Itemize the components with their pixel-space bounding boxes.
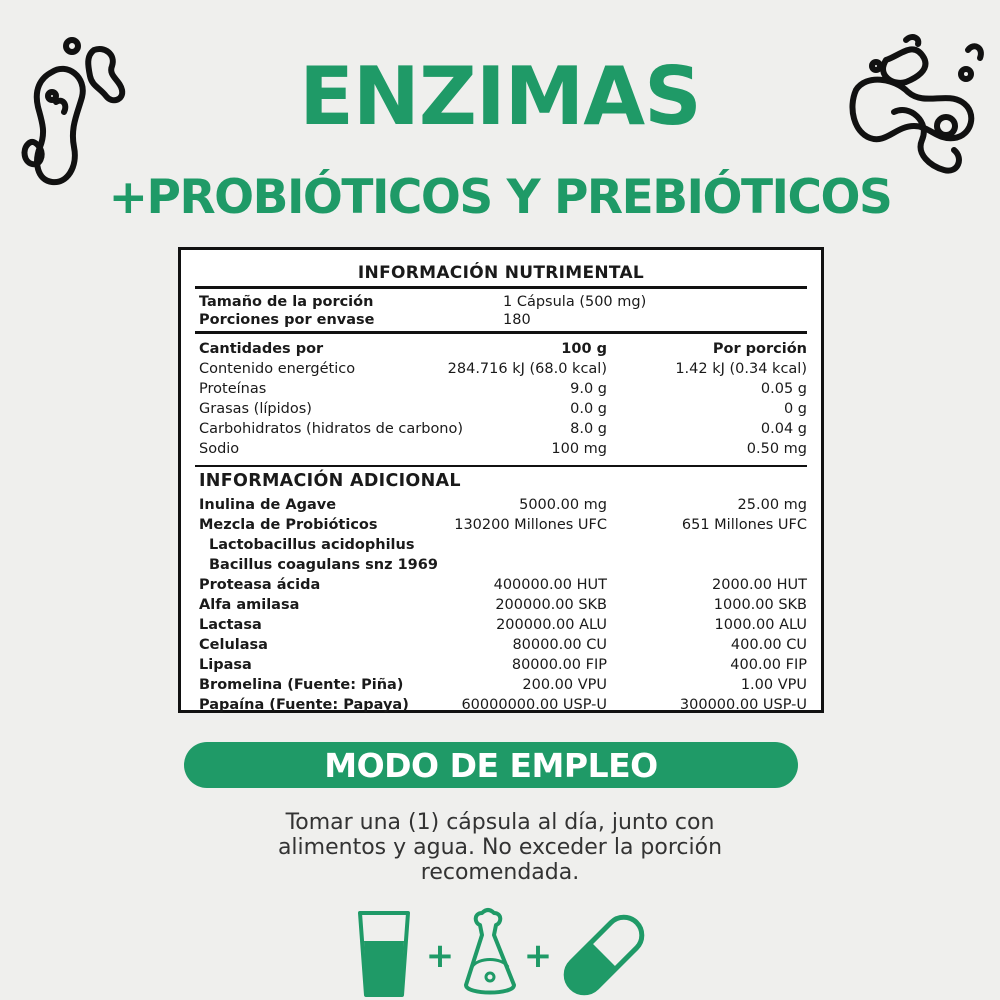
row-value-per-serving: 1000.00 ALU (714, 617, 807, 633)
nutrition-facts-panel (178, 247, 824, 713)
row-value-per-serving: 400.00 CU (730, 637, 807, 653)
row-value-100g: 200000.00 ALU (496, 617, 607, 633)
row-value-100g: 200000.00 SKB (495, 597, 607, 613)
row-name: Lactobacillus acidophilus (209, 537, 415, 553)
table-row (199, 359, 807, 379)
table-row (199, 555, 807, 575)
food-chicken-icon (466, 910, 514, 993)
divider (195, 286, 807, 289)
row-name: Alfa amilasa (199, 597, 300, 613)
row-name: Lactasa (199, 617, 262, 633)
serving-size-label: Tamaño de la porción (199, 294, 374, 310)
serving-size-value: 1 Cápsula (500 mg) (503, 294, 647, 310)
row-value-100g: 0.0 g (570, 401, 607, 417)
row-value-100g: 130200 Millones UFC (454, 517, 607, 533)
capsule-icon (559, 910, 650, 1000)
row-value-per-serving: 25.00 mg (737, 497, 807, 513)
serving-size-row (199, 292, 807, 312)
plus-sign: + (523, 936, 553, 976)
water-glass-icon (360, 913, 408, 995)
table-row (199, 439, 807, 459)
divider (195, 331, 807, 334)
table-row (199, 535, 807, 555)
table-row (199, 695, 807, 715)
table-row (199, 399, 807, 419)
usage-heading: MODO DE EMPLEO (184, 742, 798, 788)
row-value-100g: 60000000.00 USP-U (461, 697, 607, 713)
servings-per-container-value: 180 (503, 312, 531, 328)
row-value-100g: 80000.00 FIP (511, 657, 607, 673)
row-value-per-serving: 0.50 mg (746, 441, 807, 457)
row-value-per-serving: 300000.00 USP-U (679, 697, 807, 713)
servings-per-container-row (199, 312, 807, 331)
row-name: Celulasa (199, 637, 268, 653)
row-value-per-serving: 0.04 g (760, 421, 807, 437)
product-title: ENZIMAS (299, 50, 701, 143)
table-row (199, 635, 807, 655)
row-value-100g: 100 mg (551, 441, 607, 457)
usage-line: alimentos y agua. No exceder la porción (277, 835, 723, 860)
usage-icons (354, 905, 654, 1000)
row-value-per-serving: 1.42 kJ (0.34 kcal) (675, 361, 807, 377)
row-name: Proteínas (199, 381, 267, 397)
divider (195, 465, 807, 467)
usage-instructions (200, 810, 800, 885)
usage-line: recomendada. (420, 860, 580, 885)
column-header-label: Cantidades por (199, 341, 324, 357)
table-row (199, 419, 807, 439)
row-name: Carbohidratos (hidratos de carbono) (199, 421, 464, 437)
table-row (199, 575, 807, 595)
row-name: Sodio (199, 441, 240, 457)
row-value-per-serving: 1000.00 SKB (713, 597, 807, 613)
servings-per-container-label: Porciones por envase (199, 312, 375, 328)
row-name: Papaína (Fuente: Papaya) (199, 697, 409, 713)
row-value-100g: 284.716 kJ (68.0 kcal) (447, 361, 607, 377)
row-value-per-serving: 1.00 VPU (740, 677, 807, 693)
table-row (199, 515, 807, 535)
row-name: Grasas (lípidos) (199, 401, 312, 417)
nutrition-panel-title: INFORMACIÓN NUTRIMENTAL (357, 263, 645, 283)
table-row (199, 379, 807, 399)
column-header-row (199, 339, 807, 359)
row-value-100g: 400000.00 HUT (493, 577, 607, 593)
row-value-per-serving: 400.00 FIP (730, 657, 807, 673)
table-row (199, 595, 807, 615)
row-value-100g: 200.00 VPU (522, 677, 607, 693)
row-name: Mezcla de Probióticos (199, 517, 378, 533)
row-name: Inulina de Agave (199, 497, 337, 513)
row-value-100g: 8.0 g (570, 421, 607, 437)
row-value-per-serving: 651 Millones UFC (681, 517, 807, 533)
row-name: Lipasa (199, 657, 252, 673)
row-value-100g: 9.0 g (570, 381, 607, 397)
row-name: Bromelina (Fuente: Piña) (199, 677, 404, 693)
additional-info-title: INFORMACIÓN ADICIONAL (199, 471, 461, 491)
column-header-100g: 100 g (561, 341, 607, 357)
usage-line: Tomar una (1) cápsula al día, junto con (285, 810, 715, 835)
table-row (199, 615, 807, 635)
additional-info-header (199, 471, 807, 495)
table-row (199, 675, 807, 695)
row-value-per-serving: 2000.00 HUT (712, 577, 807, 593)
row-name: Proteasa ácida (199, 577, 321, 593)
row-value-per-serving: 0.05 g (760, 381, 807, 397)
row-name: Bacillus coagulans snz 1969 (209, 557, 438, 573)
column-header-per-serving: Por porción (712, 341, 807, 357)
table-row (199, 655, 807, 675)
plus-sign: + (425, 936, 455, 976)
row-name: Contenido energético (199, 361, 356, 377)
row-value-per-serving: 0 g (783, 401, 807, 417)
product-subtitle: +PROBIÓTICOS Y PREBIÓTICOS (108, 170, 892, 225)
table-row (199, 495, 807, 515)
row-value-100g: 5000.00 mg (519, 497, 607, 513)
row-value-100g: 80000.00 CU (512, 637, 607, 653)
